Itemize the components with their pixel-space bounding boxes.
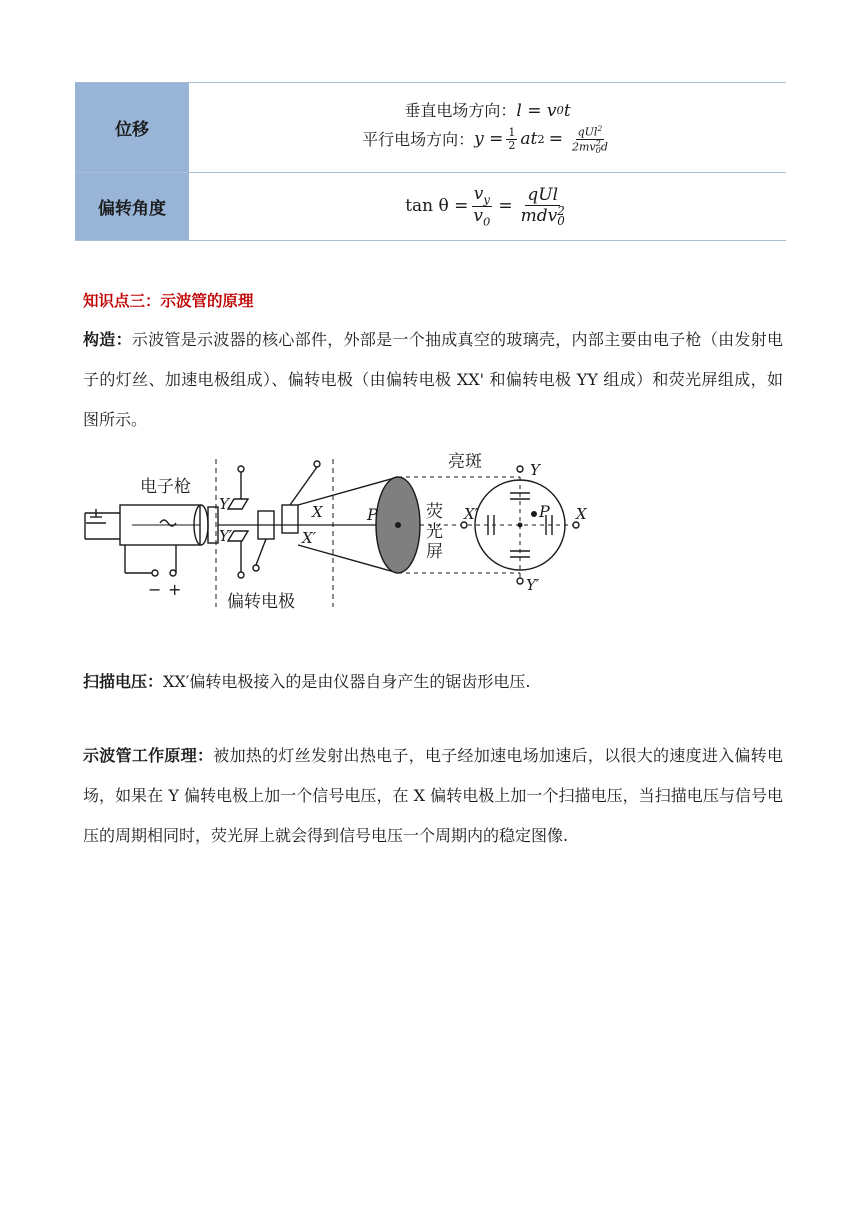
vy-sub: y xyxy=(483,191,490,206)
fraction-displacement-den xyxy=(570,137,610,156)
mdv-scripts xyxy=(557,203,565,229)
electrode-label: 偏转电极 xyxy=(227,592,295,612)
fraction-displacement xyxy=(570,125,610,155)
mdv-sup: 2 xyxy=(557,203,565,218)
formula-l-tail: t xyxy=(563,100,571,121)
mdv-text: mdv xyxy=(520,205,558,226)
den-sub: 0 xyxy=(595,145,601,156)
minus-label: − xyxy=(148,580,162,599)
table-row-deflection-angle xyxy=(75,173,786,241)
paragraph-scan-voltage xyxy=(83,662,783,702)
fraction-half-num: 1 xyxy=(508,125,516,139)
plate-y-prime-label: Y′ xyxy=(219,527,233,545)
front-y-label: Y xyxy=(530,461,540,479)
fraction-velocity xyxy=(471,185,492,229)
structure-text: 示波管是示波器的核心部件，外部是一个抽成真空的玻璃壳，内部主要由电子枪（由发射电子的灯丝、加速电极组成）、偏转电极（由偏转电极 XX' 和偏转电极 YY 组成）和荧光屏组成，如图所示。 xyxy=(83,330,783,429)
formula-l-sub: 0 xyxy=(556,102,564,117)
formula-at: at xyxy=(520,129,538,150)
oscilloscope-tube-diagram xyxy=(80,447,600,612)
spot-label: 亮斑 xyxy=(448,452,482,472)
perpendicular-label: 垂直电场方向： xyxy=(404,101,517,121)
gun-label: 电子枪 xyxy=(140,477,191,497)
working-principle-text: 被加热的灯丝发射出热电子，电子经加速电场加速后，以很大的速度进入偏转电场，如果在 Y 偏转电极上加一个信号电压，在 X 偏转电极上加一个扫描电压，当扫描电压与信号电压的周期相同时，荧光屏上就会得到信号电压一个周期内的稳定图像. xyxy=(83,746,783,845)
num-sup: 2 xyxy=(597,123,603,133)
parallel-label: 平行电场方向： xyxy=(362,130,475,150)
perpendicular-formula xyxy=(189,101,786,121)
p-label-side: P xyxy=(367,505,378,524)
v0-text: v xyxy=(473,205,483,226)
spot-dot-side xyxy=(395,522,401,528)
formula-table xyxy=(75,82,786,241)
plate-x-prime-label: X′ xyxy=(302,529,317,547)
num-text: qUl xyxy=(577,125,598,139)
screen-label-2: 光 xyxy=(426,522,443,542)
paragraph-working-principle xyxy=(83,736,783,856)
p-label-front: P xyxy=(539,502,550,521)
fraction-half xyxy=(506,127,517,153)
equals-sign: = xyxy=(548,129,563,150)
tan-formula xyxy=(189,185,786,229)
section-heading: 知识点三：示波管的原理 xyxy=(83,292,254,310)
structure-label: 构造： xyxy=(83,330,132,349)
plus-label: + xyxy=(168,580,182,599)
displacement-formulas xyxy=(189,83,786,173)
formula-y: y = xyxy=(474,129,504,150)
deflection-formula xyxy=(189,173,786,241)
parallel-formula xyxy=(189,125,786,155)
mdv-sub: 0 xyxy=(557,214,565,229)
fraction-angle xyxy=(519,186,567,227)
row-header-displacement: 位移 xyxy=(75,83,189,173)
front-x-label: X xyxy=(576,505,587,523)
screen-label-1: 荧 xyxy=(426,502,443,522)
screen-label-3: 屏 xyxy=(426,542,443,562)
den-sup: 2 xyxy=(595,137,601,148)
fraction-angle-num: qUl xyxy=(527,184,559,205)
fraction-velocity-num xyxy=(472,185,492,207)
center-dot-front xyxy=(518,523,523,528)
fraction-angle-den xyxy=(519,203,567,229)
plate-x-label: X xyxy=(312,503,323,521)
vy-text: v xyxy=(473,183,484,204)
fraction-velocity-den xyxy=(471,207,492,229)
working-principle-label: 示波管工作原理： xyxy=(83,746,214,765)
spot-dot-front xyxy=(531,511,537,517)
front-y-prime-label: Y′ xyxy=(526,576,540,594)
paragraph-structure xyxy=(83,320,783,440)
plate-y-label: Y xyxy=(219,495,229,513)
den-tail: d xyxy=(600,140,608,154)
formula-l: l = v xyxy=(516,100,557,121)
table-row-displacement xyxy=(75,83,786,173)
front-x-prime-label: X′ xyxy=(464,505,479,523)
tan-theta: tan θ = xyxy=(405,196,469,217)
formula-at-sup: 2 xyxy=(537,131,545,146)
scan-voltage-text: XX′偏转电极接入的是由仪器自身产生的锯齿形电压. xyxy=(163,672,531,691)
v0-sub: 0 xyxy=(483,214,491,229)
row-header-deflection-angle: 偏转角度 xyxy=(75,173,189,241)
scan-voltage-label: 扫描电压： xyxy=(83,672,164,691)
equals-sign-2: = xyxy=(498,196,513,217)
fraction-half-den: 2 xyxy=(508,138,516,152)
den-text: 2mv xyxy=(571,140,596,154)
